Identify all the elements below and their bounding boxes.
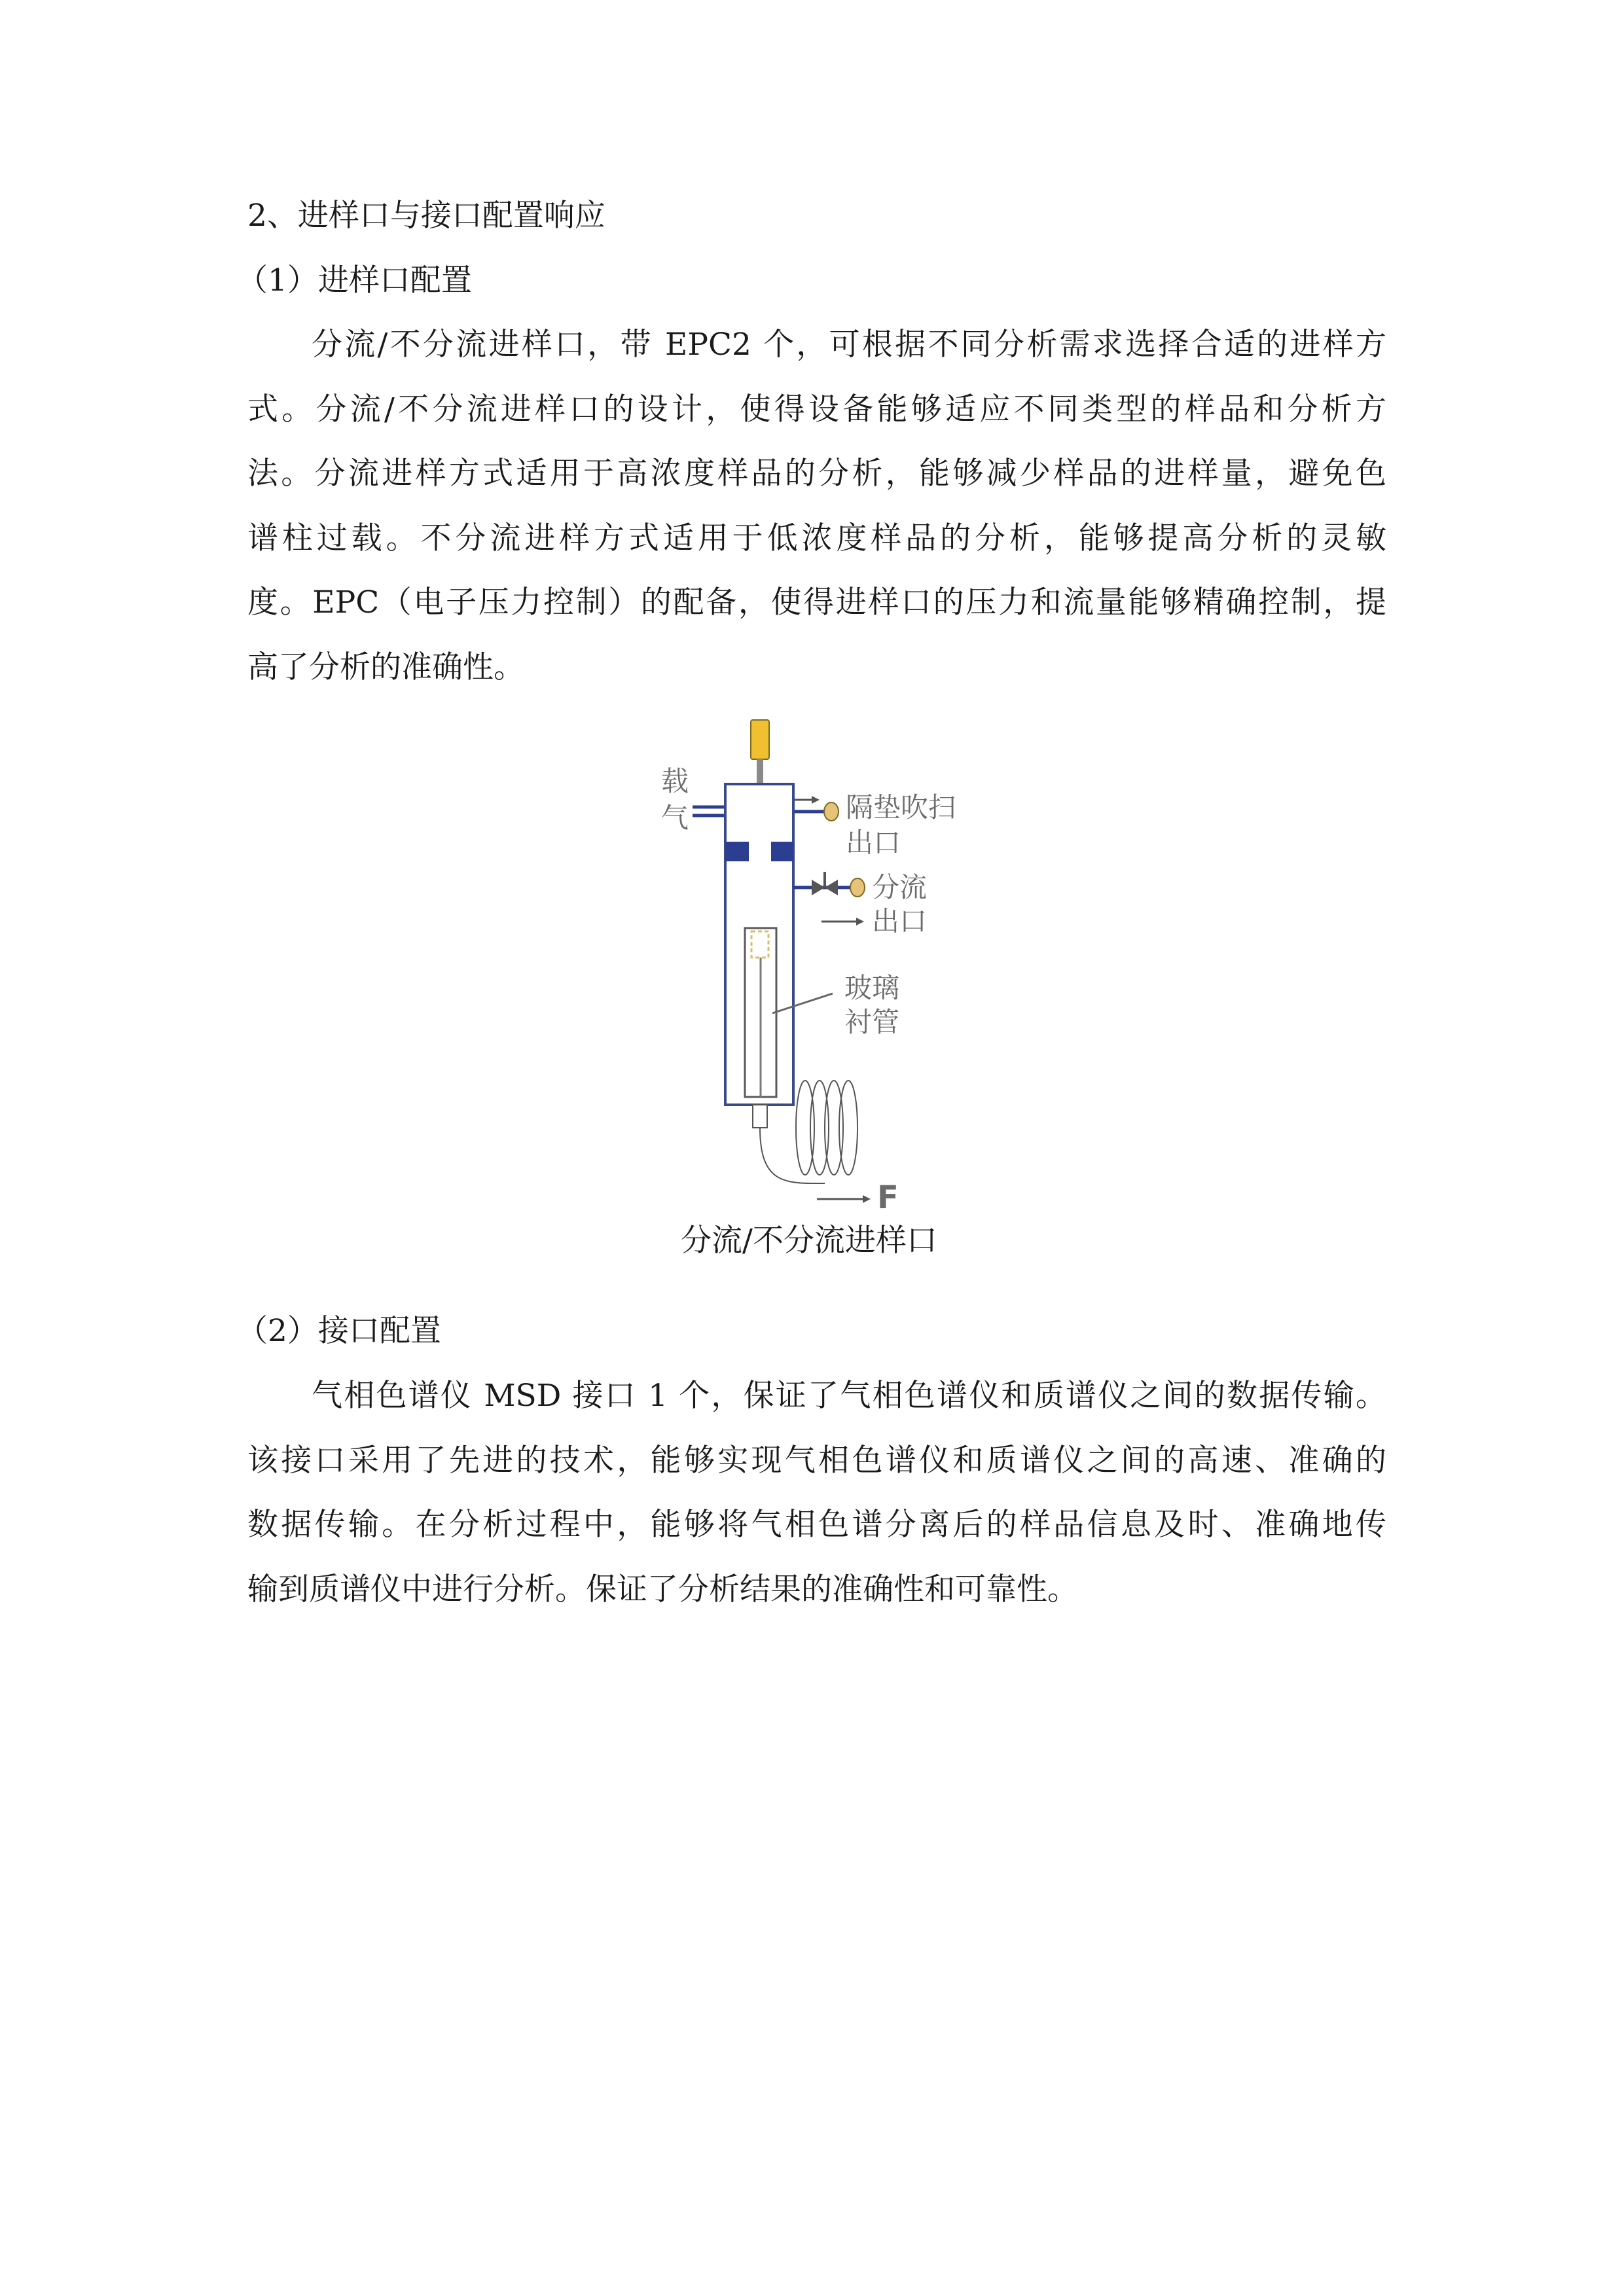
paragraph-line: 该接口采用了先进的技术，能够实现气相色谱仪和质谱仪之间的高速、准确的: [247, 1443, 1386, 1479]
flow-arrow-icon: [863, 1195, 871, 1203]
glass-liner-label: 衬管: [844, 1006, 900, 1038]
septum-purge-valve-icon: [824, 802, 839, 821]
split-valve-icon: [812, 880, 825, 895]
split-splitless-inlet-figure: [648, 712, 975, 1210]
inlet-subheading: （1）进样口配置: [237, 262, 472, 298]
figure-caption: 分流/不分流进样口: [681, 1223, 937, 1259]
inlet-diagram: [648, 712, 975, 1210]
septum-purge-label: 出口: [846, 827, 901, 859]
glass-liner-label: 玻璃: [844, 972, 900, 1004]
paragraph-line: 度。EPC（电子压力控制）的配备，使得进样口的压力和流量能够精确控制，提: [247, 584, 1386, 620]
septum-purge-arrow-icon: [812, 796, 820, 804]
split-outlet-valve-icon: [850, 878, 865, 897]
split-arrow-icon: [856, 918, 864, 925]
flow-label: F: [877, 1179, 899, 1210]
split-outlet-label: 出口: [872, 905, 928, 937]
syringe-body: [751, 720, 769, 759]
split-outlet-label: 分流: [872, 871, 928, 903]
carrier-gas-label: 气: [661, 802, 689, 834]
paragraph-line: 谱柱过载。不分流进样方式适用于低浓度样品的分析，能够提高分析的灵敏: [247, 520, 1386, 556]
paragraph-line: 输到质谱仪中进行分析。保证了分析结果的准确性和可靠性。: [247, 1571, 1078, 1607]
paragraph-line: 法。分流进样方式适用于高浓度样品的分析，能够减少样品的进样量，避免色: [247, 456, 1386, 492]
paragraph-line: 高了分析的准确性。: [247, 649, 524, 685]
inlet-body: [725, 784, 793, 1105]
column-coil: [760, 1128, 825, 1183]
interface-subheading: （2）接口配置: [237, 1313, 441, 1349]
septum-block-left: [725, 842, 749, 861]
paragraph-line: 气相色谱仪 MSD 接口 1 个，保证了气相色谱仪和质谱仪之间的数据传输。: [312, 1378, 1386, 1414]
paragraph-line: 式。分流/不分流进样口的设计，使得设备能够适应不同类型的样品和分析方: [247, 391, 1386, 427]
section-heading: 2、进样口与接口配置响应: [247, 198, 605, 234]
septum-purge-label: 隔垫吹扫: [846, 791, 956, 823]
paragraph-line: 数据传输。在分析过程中，能够将气相色谱分离后的样品信息及时、准确地传: [247, 1507, 1386, 1543]
syringe-barrel: [757, 759, 763, 784]
paragraph-line: 分流/不分流进样口，带 EPC2 个，可根据不同分析需求选择合适的进样方: [312, 327, 1386, 363]
septum-block-right: [771, 842, 793, 861]
carrier-gas-label: 载: [661, 765, 689, 797]
